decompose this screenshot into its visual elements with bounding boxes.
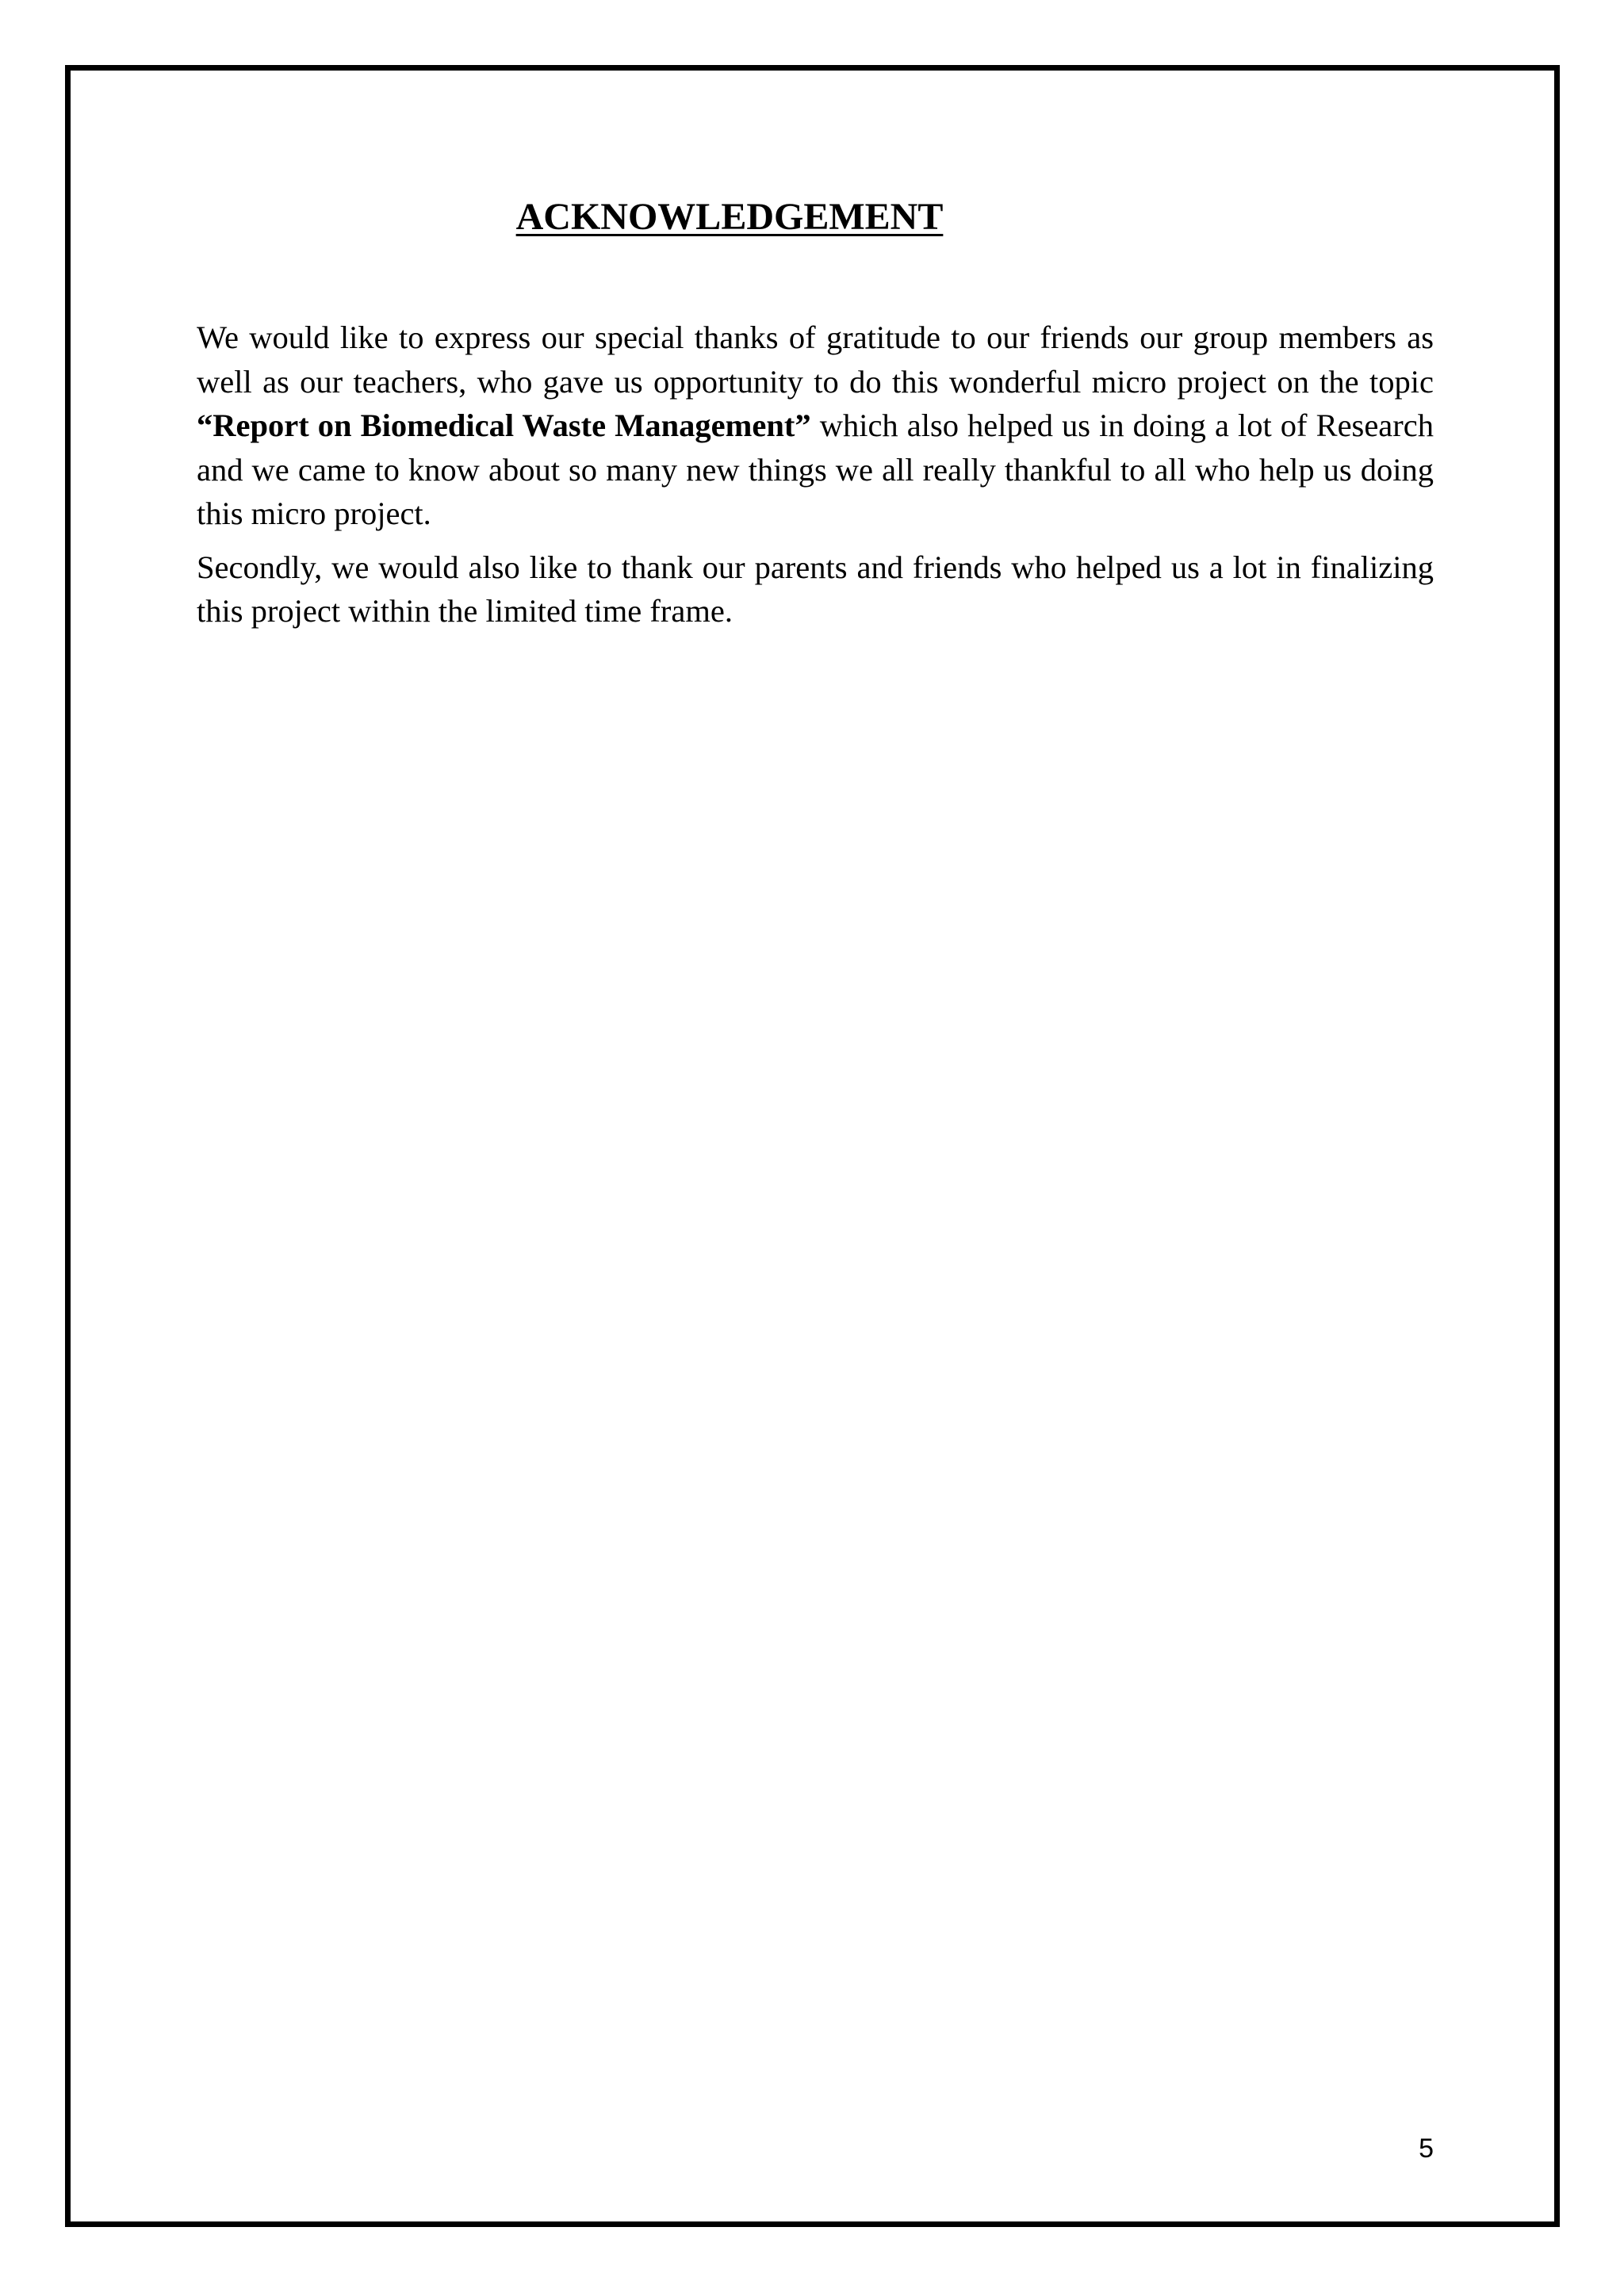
paragraph-thanks: [197, 316, 1434, 536]
page-title: [0, 193, 1459, 241]
paragraph-parents: Secondly, we would also like to thank our parents and friends who helped us a lot in finalizing this project within the limited time frame.: [197, 549, 1434, 629]
page-title-text: ACKNOWLEDGEMENT: [515, 196, 944, 238]
page-number: 5: [1419, 2133, 1434, 2164]
project-topic: “Report on Biomedical Waste Management”: [197, 408, 811, 443]
paragraph-thanks-intro: We would like to express our special thanks of gratitude to our friends our group members as well as our teachers, who gave us opportunity to do this wonderful micro project on the topic: [197, 320, 1434, 400]
acknowledgement-body: [197, 316, 1434, 643]
paragraph-thanks-rest: which also helped us in doing a lot of Research and we came to know about so many new things we all really thankful to all who help us doing this micro project.: [197, 408, 1434, 531]
